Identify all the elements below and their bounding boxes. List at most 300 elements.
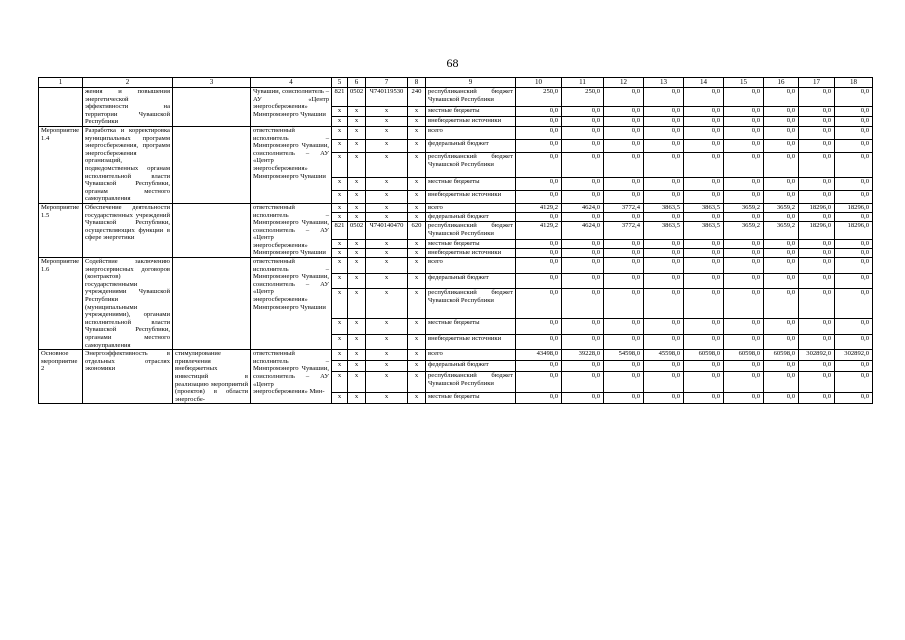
amount-cell: 0,0 [724, 361, 764, 372]
amount-cell: 0,0 [764, 361, 799, 372]
budget-code-cell: x [366, 350, 408, 361]
amount-cell: 0,0 [644, 190, 684, 203]
executor-cell: ответственный исполнитель – Минпромэнерго Чувашии, соисполнитель – АУ «Центр энергосбережения» Минпромэнерго Чувашии [251, 126, 332, 203]
amount-cell: 0,0 [684, 258, 724, 274]
measure-name-cell: Обеспечение деятельности государственных учреждений Чувашской Республики, осуществляющих функции в сфере энергетики [83, 203, 173, 257]
budget-code-cell: x [332, 289, 348, 318]
amount-cell: 0,0 [799, 177, 835, 190]
amount-cell: 0,0 [684, 116, 724, 126]
budget-code-cell: x [408, 106, 426, 116]
budget-code-cell: x [408, 350, 426, 361]
amount-cell: 0,0 [835, 140, 873, 153]
budget-code-cell: x [348, 372, 366, 393]
amount-cell: 0,0 [644, 372, 684, 393]
header-cell: 11 [562, 78, 604, 88]
amount-cell: 0,0 [604, 140, 644, 153]
amount-cell: 0,0 [799, 248, 835, 257]
amount-cell: 0,0 [562, 177, 604, 190]
amount-cell: 0,0 [799, 318, 835, 334]
funding-source-cell: республиканский бюджет Чувашской Республики [426, 153, 516, 178]
amount-cell: 0,0 [764, 190, 799, 203]
budget-code-cell: x [408, 140, 426, 153]
budget-code-cell: x [348, 334, 366, 350]
amount-cell: 18296,0 [835, 203, 873, 212]
table-row [39, 350, 873, 361]
table-row [39, 88, 873, 107]
funding-source-cell: внебюджетные источники [426, 334, 516, 350]
amount-cell: 3863,5 [644, 222, 684, 239]
budget-table-sheet [38, 77, 868, 404]
amount-cell: 0,0 [516, 273, 562, 289]
amount-cell: 0,0 [724, 116, 764, 126]
measure-name-cell: Разработка и корректировка муниципальных программ энергосбережения, программ энергосбережения организаций, подведомственных органам исполнительной власти Чувашской Республики, органам местного самоуправления [83, 126, 173, 203]
amount-cell: 0,0 [562, 393, 604, 404]
budget-code-cell: x [332, 140, 348, 153]
amount-cell: 0,0 [516, 372, 562, 393]
amount-cell: 0,0 [764, 88, 799, 107]
amount-cell: 0,0 [644, 361, 684, 372]
budget-code-cell: x [348, 361, 366, 372]
budget-code-cell: x [348, 248, 366, 257]
amount-cell: 0,0 [835, 248, 873, 257]
budget-code-cell: x [332, 273, 348, 289]
budget-code-cell: Ч740119530 [366, 88, 408, 107]
amount-cell: 3863,5 [644, 203, 684, 212]
funding-source-cell: местные бюджеты [426, 106, 516, 116]
amount-cell: 0,0 [644, 88, 684, 107]
measure-name-cell: Содействие заключению энергосервисных договоров (контрактов) государственными учреждениями Чувашской Республики (муниципальными учреждениями), органами исполнительной власти Чувашской Республики, органами местного самоуправления [83, 258, 173, 350]
budget-code-cell: x [408, 273, 426, 289]
measure-id-cell: Основное мероприятие 2 [39, 350, 83, 404]
amount-cell: 0,0 [604, 190, 644, 203]
goal-cell [173, 258, 251, 350]
amount-cell: 0,0 [516, 116, 562, 126]
amount-cell: 0,0 [724, 126, 764, 139]
amount-cell: 0,0 [724, 213, 764, 222]
header-cell: 12 [604, 78, 644, 88]
budget-code-cell: x [348, 258, 366, 274]
goal-cell [173, 203, 251, 257]
amount-cell: 0,0 [604, 153, 644, 178]
budget-code-cell: x [332, 116, 348, 126]
amount-cell: 0,0 [799, 213, 835, 222]
header-cell: 8 [408, 78, 426, 88]
amount-cell: 0,0 [604, 88, 644, 107]
amount-cell: 0,0 [644, 116, 684, 126]
measure-id-cell: Мероприятие 1.4 [39, 126, 83, 203]
budget-code-cell: x [366, 239, 408, 248]
budget-code-cell: x [332, 248, 348, 257]
amount-cell: 0,0 [562, 334, 604, 350]
amount-cell: 3659,2 [764, 222, 799, 239]
goal-cell [173, 126, 251, 203]
amount-cell: 0,0 [799, 239, 835, 248]
budget-code-cell: x [332, 203, 348, 212]
amount-cell: 0,0 [764, 372, 799, 393]
amount-cell: 0,0 [724, 177, 764, 190]
amount-cell: 3659,2 [764, 203, 799, 212]
amount-cell: 0,0 [562, 361, 604, 372]
budget-code-cell: x [366, 318, 408, 334]
amount-cell: 0,0 [562, 126, 604, 139]
amount-cell: 0,0 [799, 140, 835, 153]
funding-source-cell: республиканский бюджет Чувашской Республики [426, 372, 516, 393]
amount-cell: 0,0 [724, 258, 764, 274]
budget-code-cell: x [366, 361, 408, 372]
amount-cell: 0,0 [684, 372, 724, 393]
budget-code-cell: x [348, 318, 366, 334]
amount-cell: 54598,0 [604, 350, 644, 361]
amount-cell: 0,0 [835, 393, 873, 404]
amount-cell: 0,0 [516, 318, 562, 334]
amount-cell: 4129,2 [516, 203, 562, 212]
amount-cell: 0,0 [684, 334, 724, 350]
amount-cell: 0,0 [604, 273, 644, 289]
budget-code-cell: x [408, 258, 426, 274]
budget-code-cell: x [408, 372, 426, 393]
amount-cell: 0,0 [835, 361, 873, 372]
amount-cell: 0,0 [684, 153, 724, 178]
budget-code-cell: Ч740140470 [366, 222, 408, 239]
header-row [39, 78, 873, 88]
header-cell: 5 [332, 78, 348, 88]
budget-code-cell: x [332, 213, 348, 222]
amount-cell: 0,0 [724, 318, 764, 334]
amount-cell: 0,0 [764, 106, 799, 116]
amount-cell: 0,0 [724, 248, 764, 257]
amount-cell: 0,0 [764, 126, 799, 139]
header-cell: 18 [835, 78, 873, 88]
amount-cell: 0,0 [604, 213, 644, 222]
amount-cell: 0,0 [684, 106, 724, 116]
budget-code-cell: x [348, 106, 366, 116]
amount-cell: 18296,0 [799, 222, 835, 239]
budget-code-cell: x [348, 393, 366, 404]
amount-cell: 4129,2 [516, 222, 562, 239]
amount-cell: 250,0 [562, 88, 604, 107]
amount-cell: 0,0 [764, 258, 799, 274]
amount-cell: 0,0 [562, 248, 604, 257]
page-number: 68 [446, 56, 459, 70]
executor-cell: Чувашии, соисполнитель – АУ «Центр энергосбережения» Минпромэнерго Чувашии [251, 88, 332, 127]
amount-cell: 0,0 [516, 361, 562, 372]
amount-cell: 0,0 [516, 258, 562, 274]
amount-cell: 0,0 [562, 116, 604, 126]
amount-cell: 0,0 [835, 334, 873, 350]
budget-code-cell: x [366, 258, 408, 274]
amount-cell: 0,0 [604, 126, 644, 139]
amount-cell: 0,0 [764, 116, 799, 126]
amount-cell: 0,0 [562, 213, 604, 222]
amount-cell: 0,0 [835, 239, 873, 248]
amount-cell: 0,0 [562, 239, 604, 248]
amount-cell: 0,0 [799, 273, 835, 289]
amount-cell: 0,0 [799, 258, 835, 274]
funding-source-cell: республиканский бюджет Чувашской Республики [426, 222, 516, 239]
amount-cell: 0,0 [516, 239, 562, 248]
amount-cell: 0,0 [644, 318, 684, 334]
budget-code-cell: 821 [332, 222, 348, 239]
measure-id-cell: Мероприятие 1.6 [39, 258, 83, 350]
budget-code-cell: x [332, 350, 348, 361]
measure-id-cell [39, 88, 83, 127]
amount-cell: 0,0 [724, 372, 764, 393]
amount-cell: 45598,0 [644, 350, 684, 361]
funding-source-cell: местные бюджеты [426, 318, 516, 334]
budget-code-cell: x [348, 153, 366, 178]
measure-id-cell: Мероприятие 1.5 [39, 203, 83, 257]
budget-code-cell: x [366, 334, 408, 350]
header-cell: 14 [684, 78, 724, 88]
amount-cell: 0,0 [799, 372, 835, 393]
amount-cell: 0,0 [684, 126, 724, 139]
amount-cell: 0,0 [764, 213, 799, 222]
amount-cell: 0,0 [562, 258, 604, 274]
amount-cell: 0,0 [562, 372, 604, 393]
amount-cell: 3772,4 [604, 222, 644, 239]
budget-code-cell: 620 [408, 222, 426, 239]
funding-source-cell: внебюджетные источники [426, 248, 516, 257]
amount-cell: 0,0 [799, 334, 835, 350]
amount-cell: 0,0 [516, 126, 562, 139]
budget-code-cell: x [366, 289, 408, 318]
amount-cell: 4624,0 [562, 222, 604, 239]
amount-cell: 0,0 [604, 106, 644, 116]
budget-code-cell: x [348, 273, 366, 289]
amount-cell: 0,0 [724, 334, 764, 350]
measure-name-cell: Энергоэффективность в отдельных отраслях экономики [83, 350, 173, 404]
executor-cell: ответственный исполнитель – Минпромэнерго Чувашии, соисполнитель – АУ «Центр энергосбережения» Минпромэнерго Чувашии [251, 203, 332, 257]
amount-cell: 0,0 [684, 289, 724, 318]
budget-code-cell: x [408, 334, 426, 350]
amount-cell: 0,0 [684, 213, 724, 222]
amount-cell: 0,0 [799, 153, 835, 178]
amount-cell: 0,0 [562, 153, 604, 178]
amount-cell: 0,0 [684, 88, 724, 107]
amount-cell: 0,0 [516, 140, 562, 153]
amount-cell: 39228,0 [562, 350, 604, 361]
funding-source-cell: всего [426, 126, 516, 139]
funding-source-cell: местные бюджеты [426, 239, 516, 248]
budget-code-cell: x [408, 190, 426, 203]
budget-code-cell: x [348, 213, 366, 222]
header-cell: 17 [799, 78, 835, 88]
amount-cell: 0,0 [644, 106, 684, 116]
funding-source-cell: республиканский бюджет Чувашской Республики [426, 88, 516, 107]
budget-code-cell: x [366, 372, 408, 393]
budget-code-cell: x [366, 153, 408, 178]
amount-cell: 0,0 [764, 334, 799, 350]
amount-cell: 0,0 [835, 106, 873, 116]
amount-cell: 0,0 [835, 116, 873, 126]
amount-cell: 0,0 [604, 361, 644, 372]
budget-code-cell: x [332, 106, 348, 116]
amount-cell: 0,0 [684, 361, 724, 372]
amount-cell: 0,0 [516, 289, 562, 318]
amount-cell: 0,0 [604, 318, 644, 334]
budget-code-cell: x [332, 393, 348, 404]
amount-cell: 18296,0 [835, 222, 873, 239]
amount-cell: 0,0 [604, 239, 644, 248]
amount-cell: 0,0 [835, 177, 873, 190]
budget-code-cell: x [332, 153, 348, 178]
budget-code-cell: x [366, 140, 408, 153]
budget-code-cell: x [348, 239, 366, 248]
budget-code-cell: x [332, 258, 348, 274]
funding-source-cell: федеральный бюджет [426, 361, 516, 372]
header-cell: 9 [426, 78, 516, 88]
amount-cell: 0,0 [799, 393, 835, 404]
executor-cell: ответственный исполнитель – Минпромэнерго Чувашии, соисполнитель – АУ «Центр энергосбережения» Мин- [251, 350, 332, 404]
amount-cell: 0,0 [684, 318, 724, 334]
amount-cell: 0,0 [644, 258, 684, 274]
amount-cell: 0,0 [684, 248, 724, 257]
goal-cell [173, 88, 251, 127]
budget-code-cell: x [332, 361, 348, 372]
amount-cell: 0,0 [764, 318, 799, 334]
amount-cell: 0,0 [684, 239, 724, 248]
measure-name-cell: жения и повышения энергетической эффективности на территории Чувашской Республики [83, 88, 173, 127]
amount-cell: 0,0 [835, 190, 873, 203]
amount-cell: 3863,5 [684, 222, 724, 239]
budget-code-cell: x [332, 334, 348, 350]
header-cell: 13 [644, 78, 684, 88]
amount-cell: 0,0 [835, 213, 873, 222]
budget-code-cell: x [408, 393, 426, 404]
amount-cell: 0,0 [799, 126, 835, 139]
amount-cell: 0,0 [604, 289, 644, 318]
budget-code-cell: x [366, 203, 408, 212]
funding-source-cell: всего [426, 258, 516, 274]
budget-code-cell: x [408, 361, 426, 372]
budget-code-cell: x [366, 273, 408, 289]
budget-code-cell: x [348, 126, 366, 139]
budget-code-cell: x [366, 190, 408, 203]
amount-cell: 0,0 [724, 106, 764, 116]
amount-cell: 0,0 [764, 140, 799, 153]
budget-code-cell: 0502 [348, 88, 366, 107]
funding-source-cell: всего [426, 350, 516, 361]
amount-cell: 0,0 [604, 393, 644, 404]
budget-code-cell: x [332, 126, 348, 139]
header-cell: 7 [366, 78, 408, 88]
funding-source-cell: республиканский бюджет Чувашской Республики [426, 289, 516, 318]
amount-cell: 0,0 [724, 190, 764, 203]
goal-cell: стимулирование привлечения внебюджетных инвестиций в реализацию мероприятий (проектов) в области энергосбе- [173, 350, 251, 404]
amount-cell: 0,0 [835, 289, 873, 318]
amount-cell: 0,0 [684, 190, 724, 203]
budget-code-cell: x [332, 239, 348, 248]
amount-cell: 0,0 [764, 273, 799, 289]
amount-cell: 0,0 [562, 289, 604, 318]
budget-code-cell: x [408, 318, 426, 334]
amount-cell: 0,0 [644, 239, 684, 248]
budget-code-cell: 240 [408, 88, 426, 107]
amount-cell: 0,0 [724, 273, 764, 289]
amount-cell: 0,0 [516, 393, 562, 404]
table-body [39, 88, 873, 404]
budget-code-cell: x [348, 350, 366, 361]
amount-cell: 3863,5 [684, 203, 724, 212]
amount-cell: 0,0 [764, 393, 799, 404]
amount-cell: 0,0 [562, 106, 604, 116]
amount-cell: 0,0 [562, 318, 604, 334]
amount-cell: 0,0 [724, 289, 764, 318]
amount-cell: 0,0 [684, 177, 724, 190]
amount-cell: 0,0 [835, 372, 873, 393]
funding-source-cell: федеральный бюджет [426, 213, 516, 222]
amount-cell: 0,0 [644, 213, 684, 222]
budget-code-cell: x [408, 239, 426, 248]
amount-cell: 302892,0 [799, 350, 835, 361]
funding-source-cell: федеральный бюджет [426, 273, 516, 289]
amount-cell: 0,0 [604, 258, 644, 274]
table-row [39, 203, 873, 212]
header-cell: 1 [39, 78, 83, 88]
amount-cell: 0,0 [684, 273, 724, 289]
budget-code-cell: x [332, 318, 348, 334]
budget-code-cell: x [366, 116, 408, 126]
amount-cell: 250,0 [516, 88, 562, 107]
amount-cell: 0,0 [562, 190, 604, 203]
amount-cell: 0,0 [604, 248, 644, 257]
amount-cell: 60598,0 [724, 350, 764, 361]
header-cell: 6 [348, 78, 366, 88]
amount-cell: 3772,4 [604, 203, 644, 212]
amount-cell: 3659,2 [724, 203, 764, 212]
amount-cell: 0,0 [724, 153, 764, 178]
amount-cell: 43498,0 [516, 350, 562, 361]
amount-cell: 0,0 [799, 106, 835, 116]
budget-code-cell: x [348, 116, 366, 126]
budget-code-cell: x [366, 106, 408, 116]
amount-cell: 3659,2 [724, 222, 764, 239]
amount-cell: 0,0 [604, 334, 644, 350]
amount-cell: 60598,0 [684, 350, 724, 361]
amount-cell: 0,0 [764, 248, 799, 257]
header-cell: 4 [251, 78, 332, 88]
budget-code-cell: x [408, 213, 426, 222]
amount-cell: 0,0 [724, 88, 764, 107]
amount-cell: 4624,0 [562, 203, 604, 212]
funding-source-cell: федеральный бюджет [426, 140, 516, 153]
funding-source-cell: внебюджетные источники [426, 190, 516, 203]
amount-cell: 0,0 [684, 140, 724, 153]
amount-cell: 0,0 [835, 318, 873, 334]
budget-code-cell: x [348, 140, 366, 153]
amount-cell: 0,0 [644, 393, 684, 404]
amount-cell: 0,0 [516, 248, 562, 257]
amount-cell: 60598,0 [764, 350, 799, 361]
amount-cell: 0,0 [684, 393, 724, 404]
amount-cell: 0,0 [799, 116, 835, 126]
amount-cell: 0,0 [644, 248, 684, 257]
amount-cell: 0,0 [644, 289, 684, 318]
header-cell: 2 [83, 78, 173, 88]
amount-cell: 0,0 [516, 153, 562, 178]
budget-code-cell: x [366, 177, 408, 190]
budget-code-cell: x [348, 177, 366, 190]
amount-cell: 0,0 [835, 258, 873, 274]
budget-code-cell: x [408, 248, 426, 257]
budget-code-cell: 0502 [348, 222, 366, 239]
funding-source-cell: внебюджетные источники [426, 116, 516, 126]
amount-cell: 0,0 [644, 153, 684, 178]
header-cell: 15 [724, 78, 764, 88]
budget-code-cell: x [366, 126, 408, 139]
amount-cell: 0,0 [764, 239, 799, 248]
budget-code-cell: x [332, 372, 348, 393]
